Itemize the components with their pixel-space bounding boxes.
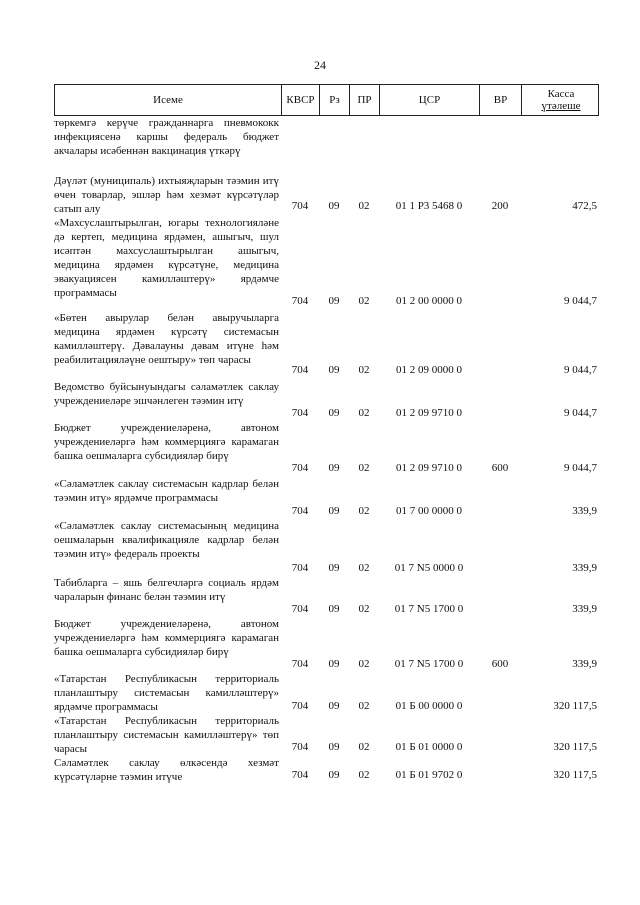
row-kassa: 320 117,5: [553, 700, 597, 712]
row-pr: 02: [358, 505, 370, 517]
row-kvsr: 704: [291, 562, 309, 574]
header-pr: ПР: [350, 85, 380, 115]
row-kvsr: 704: [291, 603, 309, 615]
row-csr: 01 7 N5 1700 0: [394, 603, 464, 615]
row-csr: 01 2 09 9710 0: [396, 462, 462, 474]
row-csr: 01 Б 01 9702 0: [395, 769, 463, 781]
row-name: «Махсуслаштырылган, югары технологияләне дә кертеп, медицина ярдәмен, ашыгыч, шул исәптән махсуслаштырылган ашыгыч, медицина ярдәмен күрсәтүне, медицина эвакуациясен камилләштерү» ярдәмче программасы: [54, 217, 279, 299]
row-name: «Сәламәтлек саклау системасының медицина оешмаларын квалификацияле кадрлар белән тәэмин итү» федераль проекты: [54, 520, 279, 560]
page-number: 24: [314, 58, 326, 72]
row-rz: 09: [328, 200, 340, 212]
row-kvsr: 704: [291, 295, 309, 307]
row-name: Бюджет учреждениеләренә, автоном учреждениеләргә һәм коммерциягә карамаган башка оешмаларга субсидияләр бирү: [54, 618, 279, 658]
header-rz: Рз: [320, 85, 350, 115]
header-vr: ВР: [480, 85, 522, 115]
header-kassa-line1: Касса: [547, 88, 575, 100]
row-rz: 09: [328, 700, 340, 712]
row-csr: 01 7 N5 1700 0: [394, 658, 464, 670]
row-rz: 09: [328, 562, 340, 574]
row-kvsr: 704: [291, 700, 309, 712]
row-kassa: 339,9: [572, 562, 597, 574]
row-kassa: 339,9: [572, 658, 597, 670]
row-kvsr: 704: [291, 769, 309, 781]
row-kvsr: 704: [291, 364, 309, 376]
header-kvsr: КВСР: [282, 85, 320, 115]
row-name: «Татарстан Республикасын территориаль планлаштыру системасын камилләштерү» төп чарасы: [54, 715, 279, 755]
row-name: Дәүләт (муниципаль) ихтыяҗларын тәэмин итү өчен товарлар, эшләр һәм хезмәт күрсәтүләр сатып алу: [54, 175, 279, 215]
row-kassa: 9 044,7: [564, 462, 597, 474]
row-vr: 600: [491, 658, 509, 670]
row-pr: 02: [358, 462, 370, 474]
row-name: «Бөтен авырулар белән авыручыларга медицина ярдәмен күрсәтү системасын камилләштерү. Дәвалауны дәвам итүне һәм реабилитацияләүне оештыру» төп чарасы: [54, 312, 279, 366]
row-kassa: 320 117,5: [553, 769, 597, 781]
row-kassa: 339,9: [572, 603, 597, 615]
row-pr: 02: [358, 407, 370, 419]
row-csr: 01 2 00 0000 0: [396, 295, 462, 307]
row-csr: 01 Б 01 0000 0: [395, 741, 463, 753]
row-pr: 02: [358, 658, 370, 670]
row-rz: 09: [328, 769, 340, 781]
row-name: Ведомство буйсынуындагы сәламәтлек саклау учреждениеләре эшчәнлеген тәэмин итү: [54, 381, 279, 407]
row-csr: 01 7 N5 0000 0: [394, 562, 464, 574]
row-pr: 02: [358, 295, 370, 307]
row-csr: 01 1 P3 5468 0: [395, 200, 463, 212]
row-vr: 200: [491, 200, 509, 212]
row-kassa: 320 117,5: [553, 741, 597, 753]
row-kvsr: 704: [291, 407, 309, 419]
header-kassa-line2: үтәлеше: [541, 100, 581, 112]
row-csr: 01 2 09 9710 0: [396, 407, 462, 419]
row-rz: 09: [328, 505, 340, 517]
row-kassa: 9 044,7: [564, 295, 597, 307]
row-kassa: 339,9: [572, 505, 597, 517]
row-pr: 02: [358, 700, 370, 712]
row-rz: 09: [328, 462, 340, 474]
row-kvsr: 704: [291, 200, 309, 212]
row-kassa: 9 044,7: [564, 364, 597, 376]
row-pr: 02: [358, 741, 370, 753]
row-rz: 09: [328, 603, 340, 615]
row-rz: 09: [328, 741, 340, 753]
row-csr: 01 2 09 0000 0: [396, 364, 462, 376]
row-kvsr: 704: [291, 741, 309, 753]
row-name: «Сәламәтлек саклау системасын кадрлар белән тәэмин итү» ярдәмче программасы: [54, 478, 279, 504]
row-name: «Татарстан Республикасын территориаль планлаштыру системасын камилләштерү» ярдәмче программасы: [54, 673, 279, 713]
header-kassa: [522, 85, 600, 115]
row-vr: 600: [491, 462, 509, 474]
row-kvsr: 704: [291, 505, 309, 517]
row-pr: 02: [358, 603, 370, 615]
row-pr: 02: [358, 562, 370, 574]
row-rz: 09: [328, 364, 340, 376]
row-kassa: 9 044,7: [564, 407, 597, 419]
row-name: төркемгә керүче гражданнарга пневмококк инфекциясенә каршы федераль бюджет акчалары исәбеннән вакцинация үткәрү: [54, 117, 279, 157]
row-rz: 09: [328, 407, 340, 419]
row-rz: 09: [328, 295, 340, 307]
header-csr: ЦСР: [380, 85, 480, 115]
row-kassa: 472,5: [572, 200, 597, 212]
row-csr: 01 7 00 0000 0: [396, 505, 462, 517]
row-pr: 02: [358, 364, 370, 376]
row-pr: 02: [358, 769, 370, 781]
row-csr: 01 Б 00 0000 0: [395, 700, 463, 712]
table-header: [54, 84, 599, 116]
row-pr: 02: [358, 200, 370, 212]
row-kvsr: 704: [291, 658, 309, 670]
row-rz: 09: [328, 658, 340, 670]
row-kvsr: 704: [291, 462, 309, 474]
row-name: Сәламәтлек саклау өлкәсендә хезмәт күрсәтүләрне тәэмин итүче: [54, 757, 279, 783]
header-name: Исеме: [55, 85, 282, 115]
row-name: Бюджет учреждениеләренә, автоном учреждениеләргә һәм коммерциягә карамаган башка оешмаларга субсидияләр бирү: [54, 422, 279, 462]
row-name: Табибларга – яшь белгечләргә социаль ярдәм чараларын финанс белән тәэмин итү: [54, 577, 279, 603]
